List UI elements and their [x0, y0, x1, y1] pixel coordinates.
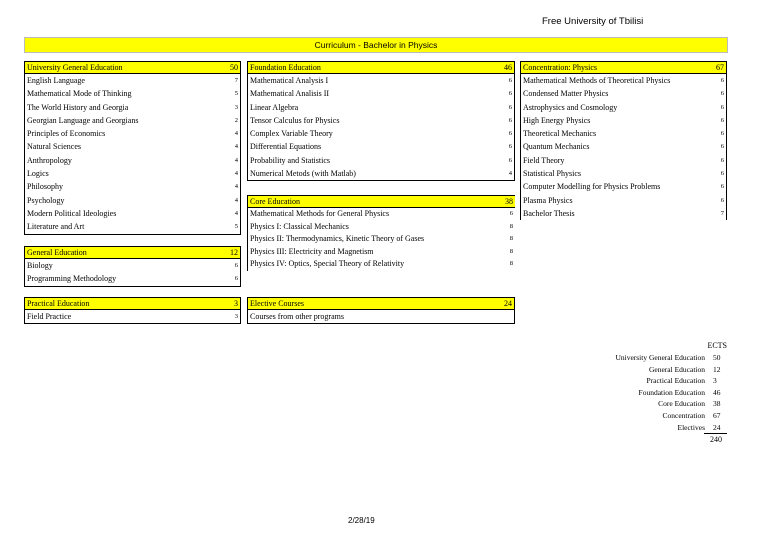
course-name: Biology — [27, 261, 53, 270]
course-row — [248, 167, 514, 180]
course-name: Literature and Art — [27, 222, 85, 232]
block-header — [25, 247, 240, 259]
block-title: Concentration: Physics — [523, 63, 597, 72]
course-ects: 4 — [234, 170, 238, 178]
course-name: High Energy Physics — [523, 115, 591, 125]
course-name: Astrophysics and Cosmology — [523, 102, 618, 112]
course-row — [521, 207, 726, 220]
block-total: 67 — [716, 63, 724, 72]
course-row — [248, 87, 514, 100]
course-ects: 7 — [720, 209, 724, 217]
course-ects: 6 — [720, 130, 724, 138]
block-header — [248, 62, 514, 74]
summary-label: Electives — [677, 422, 705, 432]
course-name: Anthropology — [27, 155, 72, 165]
ects-total: 240 — [704, 433, 727, 444]
course-ects: 5 — [234, 90, 238, 98]
course-name: Philosophy — [27, 182, 64, 192]
course-row — [248, 208, 515, 221]
course-row — [521, 101, 726, 114]
summary-row — [560, 387, 727, 399]
course-name: Condensed Matter Physics — [523, 89, 609, 99]
course-name: Differential Equations — [250, 142, 322, 152]
course-ects: 6 — [720, 156, 724, 164]
course-ects: 3 — [234, 103, 238, 111]
summary-label: Foundation Education — [638, 387, 705, 397]
course-ects: 6 — [509, 210, 513, 217]
course-row — [248, 221, 515, 234]
course-name: Numerical Metods (with Matlab) — [250, 169, 356, 179]
course-name: Physics II: Thermodynamics, Kinetic Theory of Gases — [250, 234, 425, 244]
summary-label: General Education — [648, 364, 705, 374]
university-name: Free University of Tbilisi — [542, 16, 644, 27]
university-general-education-block — [24, 61, 241, 235]
course-name: The World History and Georgia — [27, 102, 129, 112]
course-name: Principles of Economics — [27, 129, 106, 139]
course-ects: 6 — [720, 103, 724, 111]
course-ects: 4 — [234, 130, 238, 138]
course-row — [248, 310, 514, 323]
course-row — [25, 167, 240, 180]
ects-summary-header: ECTS — [707, 341, 727, 350]
course-ects: 6 — [720, 77, 724, 84]
course-name: Mathematical Analisis II — [250, 89, 330, 99]
foundation-education-block — [247, 61, 515, 181]
course-ects: 7 — [234, 77, 238, 84]
course-name: Programming Methodology — [27, 274, 117, 284]
course-ects: 6 — [720, 143, 724, 151]
course-row — [25, 272, 240, 285]
course-row — [25, 74, 240, 87]
course-row — [248, 74, 514, 87]
summary-value: 12 — [713, 364, 721, 374]
course-row — [248, 246, 515, 259]
course-row — [248, 127, 514, 140]
course-row — [248, 101, 514, 114]
block-header — [25, 62, 240, 74]
course-row — [25, 207, 240, 220]
course-row — [521, 74, 726, 87]
course-row — [521, 114, 726, 127]
course-name: Georgian Language and Georgians — [27, 115, 139, 125]
print-date: 2/28/19 — [348, 516, 375, 525]
course-ects: 6 — [508, 116, 512, 124]
summary-value: 38 — [713, 399, 721, 409]
block-header — [521, 62, 726, 74]
course-row — [248, 114, 514, 127]
course-ects: 4 — [234, 196, 238, 204]
course-ects: 5 — [234, 223, 238, 231]
course-name: Natural Sciences — [27, 142, 81, 152]
course-row — [25, 259, 240, 272]
course-ects: 8 — [509, 247, 513, 255]
course-name: Mathematical Analysis I — [250, 76, 329, 85]
summary-label: University General Education — [615, 353, 705, 362]
course-ects: 6 — [720, 196, 724, 204]
course-name: Linear Algebra — [250, 102, 299, 112]
course-row — [521, 127, 726, 140]
course-ects: 4 — [234, 143, 238, 151]
summary-row — [560, 398, 727, 410]
course-name: Complex Variable Theory — [250, 129, 333, 139]
summary-value: 24 — [713, 422, 721, 432]
course-ects: 4 — [508, 170, 512, 178]
course-row — [521, 140, 726, 153]
practical-education-block — [24, 297, 241, 324]
course-row — [25, 87, 240, 100]
general-education-block — [24, 246, 241, 287]
summary-row — [560, 410, 727, 422]
course-ects: 4 — [234, 209, 238, 217]
course-ects: 6 — [508, 143, 512, 151]
block-title: General Education — [27, 248, 87, 257]
block-header — [25, 298, 240, 310]
course-ects: 6 — [720, 90, 724, 98]
course-ects: 8 — [509, 260, 513, 268]
course-row — [25, 114, 240, 127]
course-ects: 6 — [508, 77, 512, 84]
curriculum-title: Curriculum - Bachelor in Physics — [24, 37, 728, 53]
block-total: 46 — [504, 63, 512, 72]
summary-row — [560, 375, 727, 387]
course-name: Mathematical Methods of Theoretical Physics — [523, 76, 671, 85]
block-title: Core Education — [250, 197, 300, 206]
course-ects: 6 — [508, 156, 512, 164]
course-row — [25, 310, 240, 323]
course-name: Field Practice — [27, 312, 72, 321]
course-name: Mathematical Methods for General Physics — [250, 209, 390, 218]
course-name: Plasma Physics — [523, 195, 573, 205]
course-name: Physics III: Electricity and Magnetism — [250, 246, 374, 256]
course-name: Tensor Calculus for Physics — [250, 115, 340, 125]
course-ects: 6 — [720, 116, 724, 124]
course-name: Theoretical Mechanics — [523, 129, 597, 139]
course-row — [248, 258, 515, 271]
summary-row — [560, 364, 727, 376]
course-name: Modern Political Ideologies — [27, 208, 117, 218]
course-ects: 6 — [720, 183, 724, 191]
summary-row — [560, 422, 727, 434]
block-header — [248, 196, 515, 208]
course-row — [248, 154, 514, 167]
course-name: Psychology — [27, 195, 65, 205]
course-row — [521, 87, 726, 100]
course-ects: 8 — [509, 235, 513, 243]
course-row — [25, 127, 240, 140]
summary-value: 50 — [713, 353, 721, 362]
course-name: Courses from other programs — [250, 312, 344, 321]
course-row — [248, 140, 514, 153]
course-ects: 3 — [234, 313, 238, 320]
block-total: 3 — [234, 299, 238, 308]
course-row — [25, 220, 240, 233]
summary-value: 46 — [713, 387, 721, 397]
block-header — [248, 298, 514, 310]
course-row — [521, 154, 726, 167]
summary-label: Practical Education — [646, 376, 705, 386]
block-title: University General Education — [27, 63, 123, 72]
block-total: 12 — [230, 248, 238, 257]
summary-row — [560, 352, 727, 364]
elective-courses-block — [247, 297, 515, 324]
course-row — [25, 154, 240, 167]
course-name: English Language — [27, 76, 85, 85]
course-ects: 2 — [234, 116, 238, 124]
ects-summary — [560, 340, 727, 444]
course-row — [25, 180, 240, 193]
summary-label: Concentration — [662, 410, 705, 420]
course-name: Quantum Mechanics — [523, 142, 590, 152]
block-title: Foundation Education — [250, 63, 321, 72]
course-ects: 6 — [720, 170, 724, 178]
course-ects: 6 — [508, 90, 512, 98]
course-ects: 8 — [509, 222, 513, 230]
course-row — [521, 180, 726, 193]
course-ects: 4 — [234, 156, 238, 164]
block-title: Practical Education — [27, 299, 90, 308]
course-name: Logics — [27, 169, 49, 179]
course-name: Mathematical Mode of Thinking — [27, 89, 132, 99]
course-name: Physics IV: Optics, Special Theory of Relativity — [250, 259, 405, 269]
course-name: Statistical Physics — [523, 169, 581, 179]
course-name: Probability and Statistics — [250, 155, 330, 165]
course-row — [248, 233, 515, 246]
summary-label: Core Education — [658, 399, 705, 409]
course-name: Physics I: Classical Mechanics — [250, 221, 349, 231]
course-row — [521, 167, 726, 180]
course-name: Computer Modelling for Physics Problems — [523, 182, 661, 192]
course-row — [25, 101, 240, 114]
course-row — [25, 140, 240, 153]
summary-value: 67 — [713, 410, 721, 420]
course-row — [521, 194, 726, 207]
summary-value: 3 — [713, 376, 717, 386]
course-ects: 6 — [508, 130, 512, 138]
core-education-block — [247, 195, 515, 271]
block-total: 50 — [230, 63, 238, 72]
block-total: 24 — [504, 299, 512, 308]
course-name: Bachelor Thesis — [523, 208, 575, 218]
ects-summary-rows — [560, 352, 727, 433]
course-ects: 4 — [234, 183, 238, 191]
course-ects: 6 — [234, 262, 238, 269]
course-ects: 6 — [508, 103, 512, 111]
course-ects: 6 — [234, 275, 238, 283]
course-row — [25, 194, 240, 207]
block-total: 38 — [505, 197, 513, 206]
block-title: Elective Courses — [250, 299, 304, 308]
course-name: Field Theory — [523, 155, 565, 165]
concentration-physics-block — [520, 61, 727, 220]
